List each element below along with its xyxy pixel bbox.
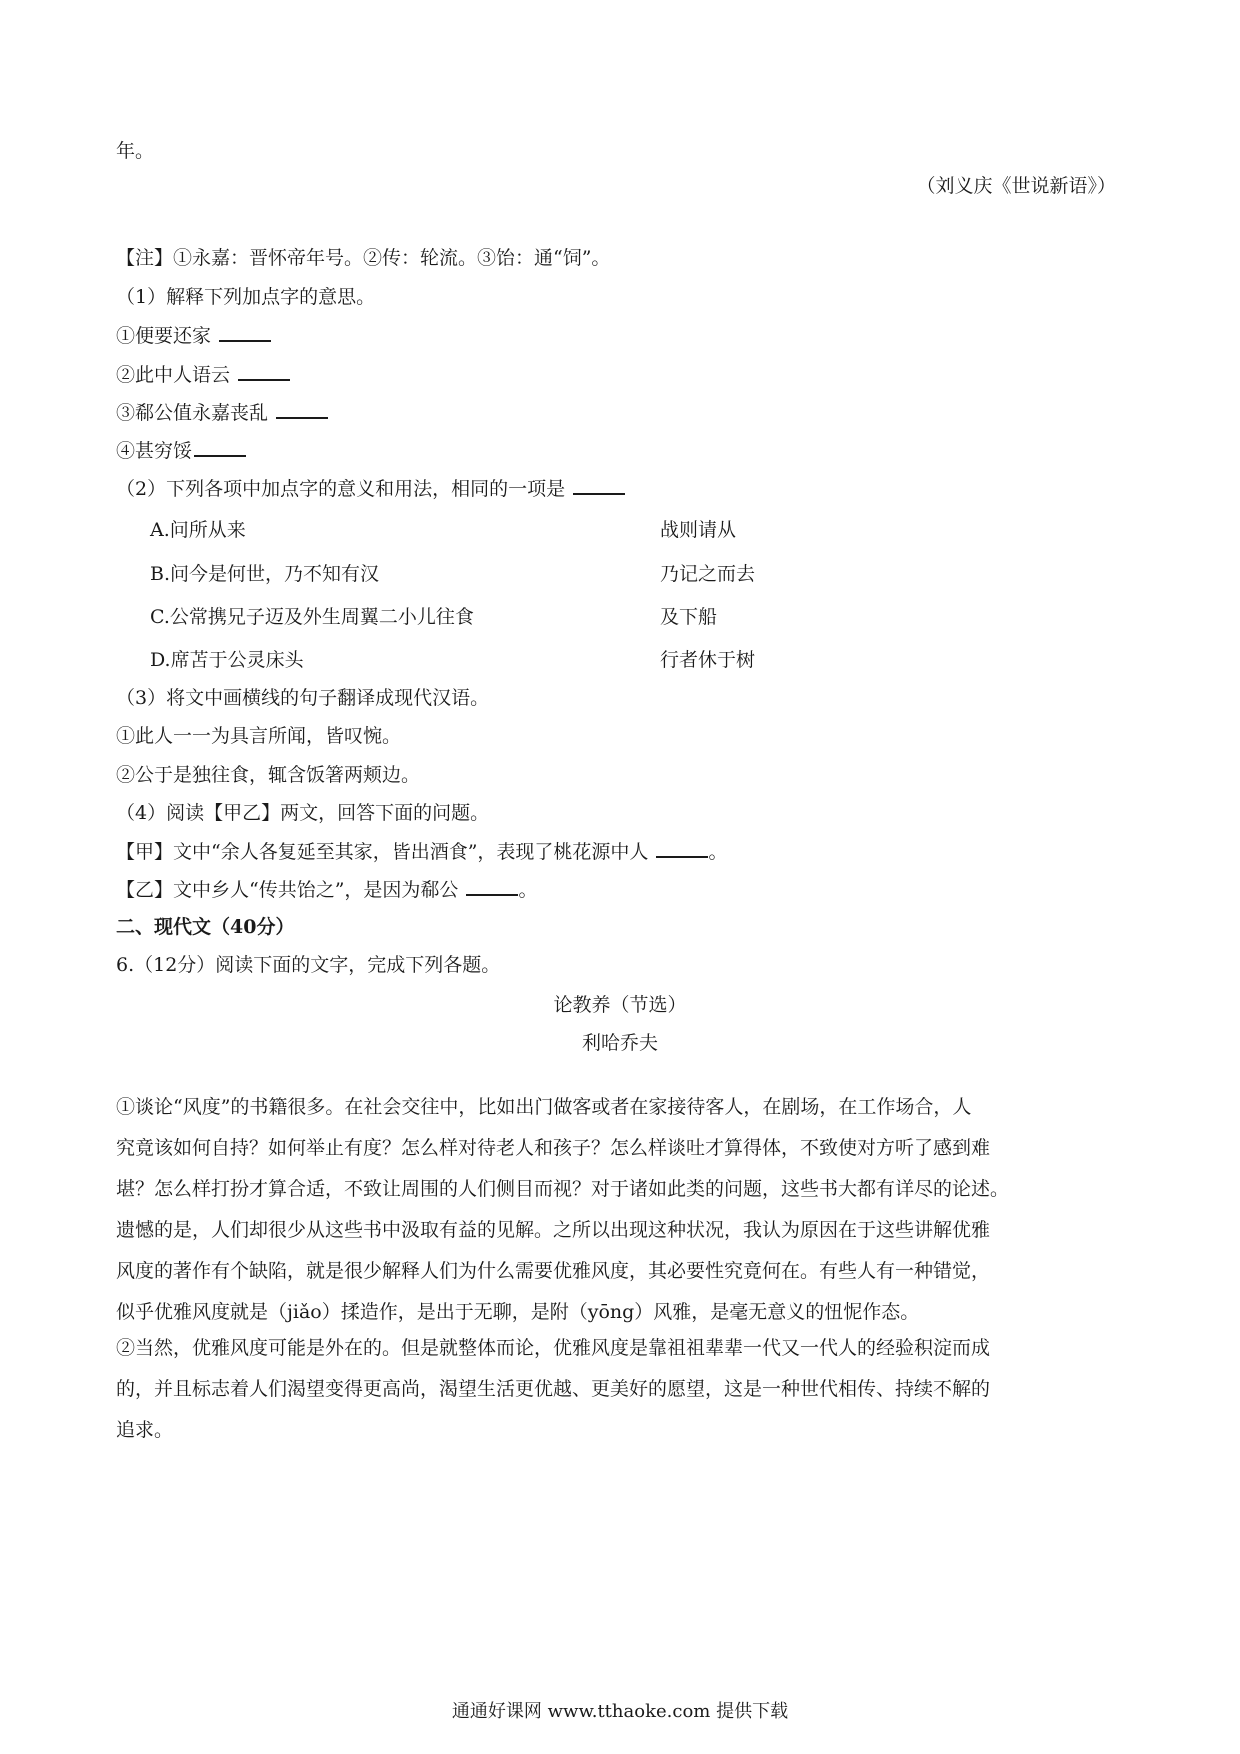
- item-text: ③郗公值永嘉丧乱: [116, 402, 269, 424]
- item-text: ④甚穷馁: [116, 440, 193, 462]
- punct: 。: [708, 841, 728, 863]
- option-d-left: D.席苫于公灵床头: [150, 649, 304, 671]
- paragraph-line: ②当然，优雅风度可能是外在的。但是就整体而论，优雅风度是靠祖祖辈辈一代又一代人的经验积淀而成: [116, 1337, 991, 1359]
- question-text: （2）下列各项中加点字的意义和用法，相同的一项是: [116, 478, 566, 500]
- question-6-title: 6.（12分）阅读下面的文字，完成下列各题。: [116, 954, 501, 976]
- item-text: ②此中人语云: [116, 364, 231, 386]
- item-text: ①便要还家: [116, 325, 212, 347]
- question-4-title: （4）阅读【甲乙】两文，回答下面的问题。: [116, 802, 490, 824]
- punct: 。: [518, 879, 538, 901]
- option-c-right: 及下船: [660, 606, 718, 628]
- option-b-right: 乃记之而去: [660, 563, 756, 585]
- answer-blank[interactable]: [573, 475, 625, 495]
- paragraph-line: 追求。: [116, 1419, 174, 1441]
- paragraph-line: 的，并且标志着人们渴望变得更高尚，渴望生活更优越、更美好的愿望，这是一种世代相传、持续不解的: [116, 1378, 991, 1400]
- paragraph-line: 堪？怎么样打扮才算合适，不致让周围的人们侧目而视？对于诸如此类的问题，这些书大都有详尽的论述。: [116, 1178, 1010, 1200]
- paragraph-line: ①谈论“风度”的书籍很多。在社会交往中，比如出门做客或者在家接待客人，在剧场，在工作场合，人: [116, 1096, 972, 1118]
- article-author: 利哈乔夫: [581, 1032, 658, 1054]
- option-c-left: C.公常携兄子迈及外生周翼二小儿往食: [150, 606, 474, 628]
- paragraph-line: 遗憾的是，人们却很少从这些书中汲取有益的见解。之所以出现这种状况，我认为原因在于这些讲解优雅: [116, 1219, 991, 1241]
- page-footer: 通通好课网 www.tthaoke.com 提供下载: [451, 1701, 789, 1722]
- question-2-title: [116, 475, 625, 502]
- option-d-right: 行者休于树: [660, 649, 756, 671]
- question-3-item: ①此人一一为具言所闻，皆叹惋。: [116, 725, 402, 747]
- option-a-right: 战则请从: [660, 519, 737, 541]
- question-1-item: [116, 361, 290, 388]
- answer-blank[interactable]: [276, 399, 328, 419]
- answer-blank[interactable]: [656, 838, 708, 858]
- answer-blank[interactable]: [219, 322, 271, 342]
- question-text: 【甲】文中“余人各复延至其家，皆出酒食”，表现了桃花源中人: [116, 841, 649, 863]
- article-title: 论教养（节选）: [553, 994, 687, 1016]
- question-1-item: [116, 399, 328, 426]
- article-paragraph-1: [116, 1087, 1128, 1333]
- question-3-title: （3）将文中画横线的句子翻译成现代汉语。: [116, 687, 490, 709]
- question-4-yi: [116, 876, 537, 903]
- paragraph-line: 似乎优雅风度就是（jiǎo）揉造作，是出于无聊，是附（yōng）风雅，是毫无意义的忸怩作态。: [116, 1301, 920, 1323]
- paragraph-line: 风度的著作有个缺陷，就是很少解释人们为什么需要优雅风度，其必要性究竟何在。有些人有一种错觉，: [116, 1260, 991, 1282]
- source-citation: （刘义庆《世说新语》）: [916, 175, 1116, 197]
- question-1-item: [116, 322, 271, 349]
- answer-blank[interactable]: [238, 361, 290, 381]
- question-3-item: ②公于是独往食，辄含饭箸两颊边。: [116, 764, 421, 786]
- article-paragraph-2: [116, 1328, 1128, 1451]
- option-b-left: B.问今是何世，乃不知有汉: [150, 563, 380, 585]
- answer-blank[interactable]: [466, 876, 518, 896]
- answer-blank[interactable]: [194, 437, 246, 457]
- section-heading: 二、现代文（40分）: [116, 916, 295, 938]
- question-text: 【乙】文中乡人“传共饴之”，是因为郗公: [116, 879, 459, 901]
- question-4-jia: [116, 838, 727, 865]
- option-a-left: A.问所从来: [150, 519, 246, 541]
- annotation-note: 【注】①永嘉：晋怀帝年号。②传：轮流。③饴：通“饲”。: [116, 247, 611, 269]
- question-1-item: [116, 437, 246, 464]
- paragraph-line: 究竟该如何自持？如何举止有度？怎么样对待老人和孩子？怎么样谈吐才算得体，不致使对方听了感到难: [116, 1137, 991, 1159]
- question-1-title: （1）解释下列加点字的意思。: [116, 286, 376, 308]
- text-line: 年。: [116, 140, 155, 162]
